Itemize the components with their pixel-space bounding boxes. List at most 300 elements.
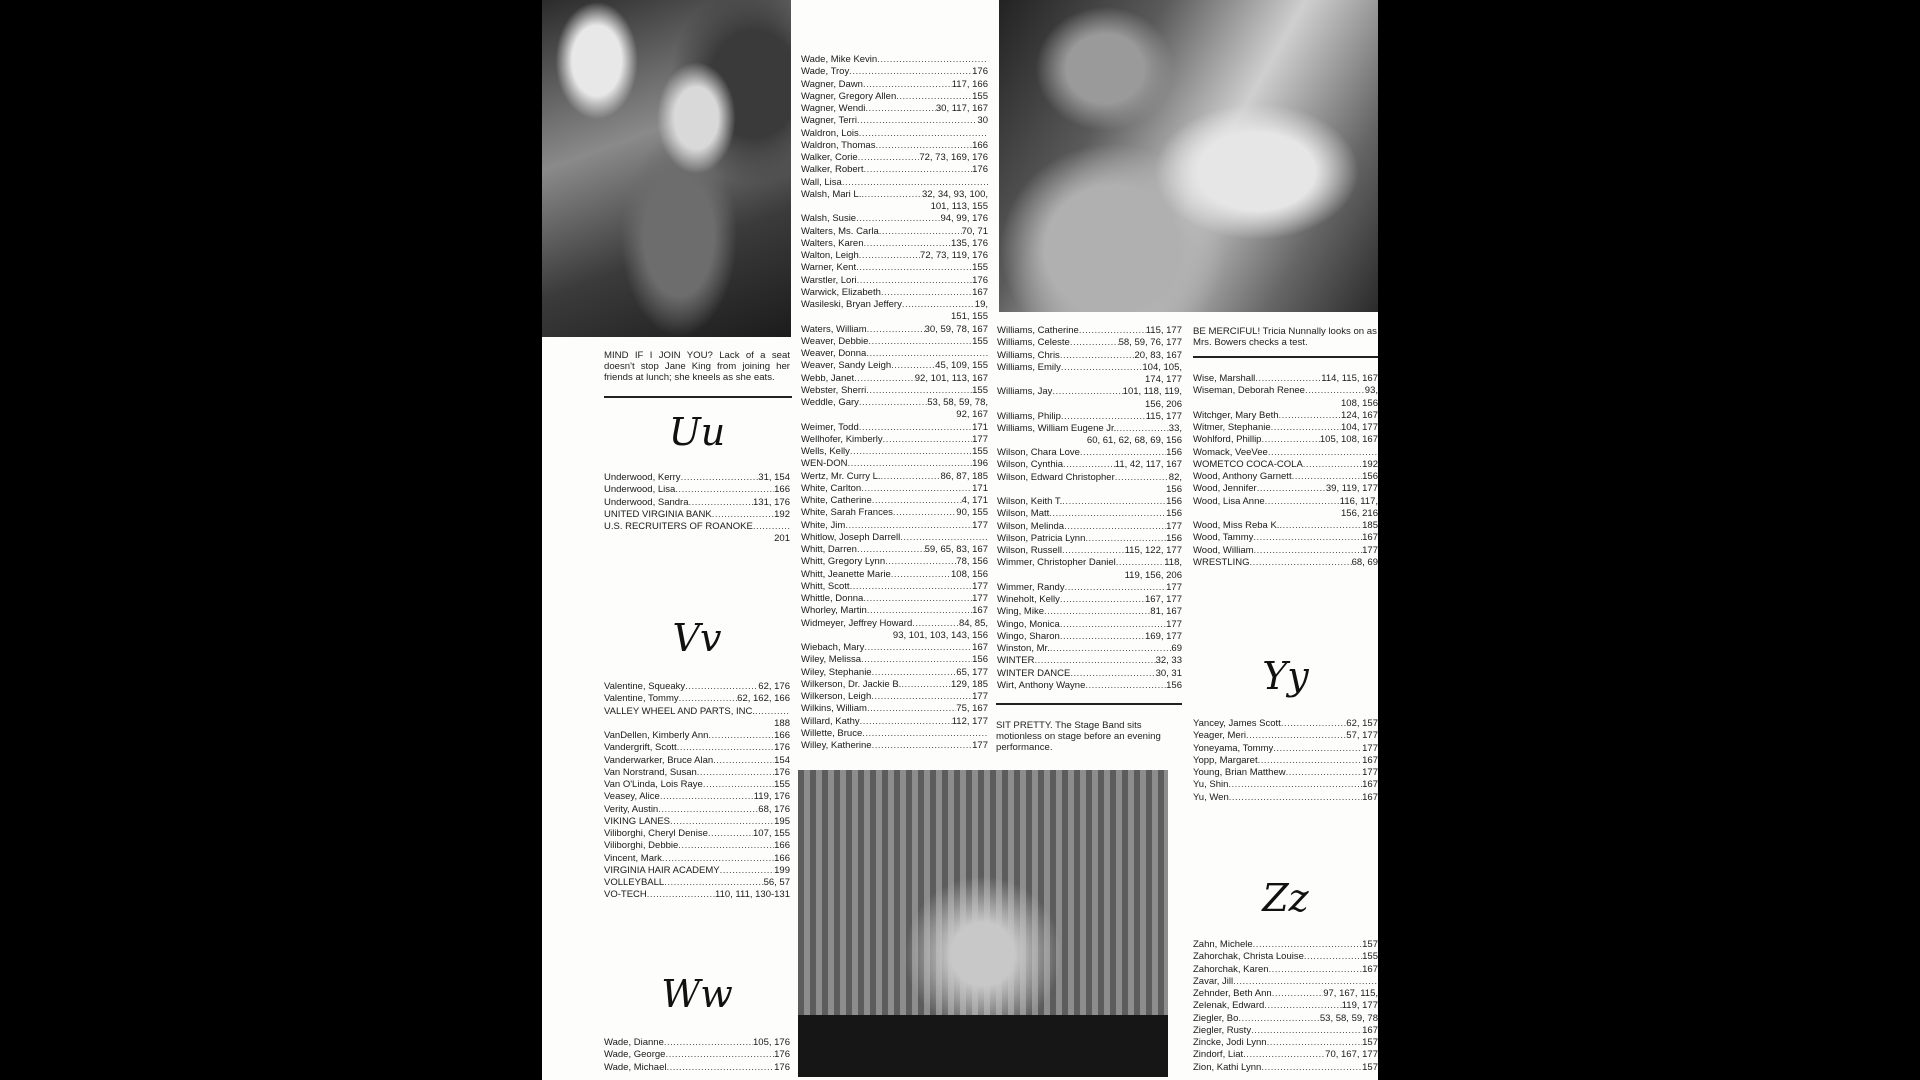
entry-name: Waldron, Thomas <box>801 139 876 151</box>
index-entry <box>1193 385 1378 397</box>
entry-pages: 156 <box>972 654 988 666</box>
entry-name: Yu, Shin <box>1193 779 1229 791</box>
entry-pages: 177 <box>1362 544 1378 556</box>
dot-leader <box>708 828 753 840</box>
dot-leader <box>893 507 956 519</box>
index-entry-continuation <box>997 484 1182 496</box>
entry-pages: 166 <box>774 840 790 852</box>
dot-leader <box>857 275 973 287</box>
entry-pages: 33, <box>1168 423 1182 434</box>
entry-name: Wade, Mike Kevin <box>801 54 878 65</box>
entry-pages: 167 <box>972 605 988 617</box>
letter-heading-y: Yy <box>1262 654 1309 698</box>
index-entry-continuation <box>801 311 988 323</box>
entry-pages: 176 <box>774 1061 790 1073</box>
entry-pages: 156 <box>1166 532 1182 544</box>
entry-name: Webster, Sherri <box>801 384 867 396</box>
dot-leader <box>1251 1025 1362 1037</box>
entry-name: Witchger, Mary Beth <box>1193 409 1279 421</box>
dot-leader <box>866 348 988 360</box>
entry-pages: 68, 69 <box>1351 556 1378 568</box>
index-entry <box>801 605 988 617</box>
index-entry <box>604 804 790 816</box>
entry-pages: 167 <box>1362 791 1378 803</box>
index-entry <box>801 679 988 691</box>
index-list-w-main <box>801 54 988 752</box>
entry-name: Warwick, Elizabeth <box>801 286 881 298</box>
entry-pages: 177 <box>1166 618 1182 630</box>
entry-name: Wilkins, William <box>801 703 867 715</box>
entry-pages: 156, 216 <box>1341 507 1378 519</box>
index-entry <box>604 828 790 840</box>
letter-heading-u: Uu <box>668 410 726 454</box>
dot-leader <box>863 164 972 176</box>
letter-heading-w: Ww <box>661 972 733 1016</box>
entry-name: Wingo, Sharon <box>997 630 1060 642</box>
stage-band-photo <box>798 770 1168 1077</box>
entry-pages: 166 <box>774 730 790 741</box>
dot-leader <box>1229 792 1362 804</box>
index-entry <box>997 655 1182 667</box>
index-entry <box>997 643 1182 655</box>
entry-pages: 45, 109, 155 <box>935 360 988 372</box>
dot-leader <box>681 472 759 484</box>
entry-pages: 176 <box>972 66 988 78</box>
index-entry <box>997 337 1182 349</box>
index-entry <box>801 275 988 287</box>
index-entry <box>1193 520 1378 532</box>
index-list-w-wilson <box>997 447 1182 692</box>
index-entry <box>801 471 988 483</box>
index-entry <box>1193 743 1378 755</box>
index-entry <box>801 458 988 470</box>
entry-name: Whitt, Gregory Lynn <box>801 556 886 568</box>
dot-leader <box>1261 1062 1362 1074</box>
entry-pages: 119, 156, 206 <box>1124 569 1182 581</box>
dot-leader <box>872 495 962 507</box>
entry-name: Weimer, Todd <box>801 421 859 433</box>
entry-pages: 53, 58, 59, 78 <box>1319 1012 1378 1024</box>
entry-name: Warner, Kent <box>801 262 857 274</box>
dot-leader <box>1061 362 1143 374</box>
entry-name: Wood, Tammy <box>1193 532 1254 544</box>
entry-name: Walsh, Mari L. <box>801 188 862 200</box>
index-entry <box>604 706 790 718</box>
entry-name: Wagner, Gregory Allen <box>801 90 897 102</box>
entry-name: Verity, Austin <box>604 803 659 815</box>
index-entry <box>604 509 790 521</box>
dot-leader <box>1268 447 1378 459</box>
entry-name: Yoneyama, Tommy <box>1193 742 1274 754</box>
dot-leader <box>1246 730 1346 742</box>
entry-name: Valentine, Tommy <box>604 693 679 705</box>
entry-pages: 97, 167, 115, <box>1323 988 1378 999</box>
dot-leader <box>1304 951 1362 963</box>
index-entry <box>1193 779 1378 791</box>
index-entry <box>801 618 988 630</box>
entry-name: Vandergrift, Scott <box>604 742 677 754</box>
index-entry <box>1193 1025 1378 1037</box>
entry-name: Van O'Linda, Lois Raye <box>604 779 703 790</box>
entry-pages: 31, 154 <box>758 472 790 483</box>
dot-leader <box>858 152 920 164</box>
index-entry <box>604 840 790 852</box>
index-entry <box>997 533 1182 545</box>
entry-name: WINTER <box>997 655 1035 667</box>
index-entry <box>801 152 988 164</box>
dot-leader <box>902 299 975 311</box>
entry-name: Willette, Bruce <box>801 727 863 739</box>
dot-leader <box>1070 337 1119 349</box>
dot-leader <box>1243 1049 1325 1061</box>
entry-pages: 195 <box>774 815 790 827</box>
dot-leader <box>1062 496 1166 508</box>
index-entry <box>801 593 988 605</box>
index-entry <box>997 631 1182 643</box>
dot-leader <box>912 618 959 630</box>
dot-leader <box>891 569 951 581</box>
dot-leader <box>867 605 972 617</box>
entry-pages: 167 <box>1362 963 1378 975</box>
dot-leader <box>850 446 972 458</box>
entry-pages: 176 <box>774 1049 790 1061</box>
entry-pages: 93, <box>1364 385 1378 397</box>
index-entry <box>801 483 988 495</box>
entry-name: WOMETCO COCA-COLA <box>1193 458 1303 470</box>
dot-leader <box>1254 545 1363 557</box>
dot-leader <box>1267 1037 1363 1049</box>
entry-name: Wade, Michael <box>604 1061 667 1073</box>
entry-pages: 60, 61, 62, 68, 69, 156 <box>1086 435 1182 447</box>
entry-pages: 167 <box>1362 779 1378 791</box>
entry-pages: 176 <box>972 274 988 286</box>
index-list-w-end <box>1193 373 1378 569</box>
entry-pages: 156 <box>1166 496 1182 507</box>
index-entry <box>997 606 1182 618</box>
entry-name: Yopp, Margaret <box>1193 754 1258 766</box>
entry-name: Williams, Emily <box>997 361 1061 373</box>
entry-name: White, Jim <box>801 519 846 531</box>
dot-leader <box>1062 545 1125 557</box>
entry-pages: 72, 73, 169, 176 <box>919 152 988 163</box>
entry-name: White, Carlton <box>801 482 862 494</box>
index-entry <box>997 496 1182 508</box>
entry-pages: 166 <box>774 852 790 864</box>
dot-leader <box>861 189 922 201</box>
entry-pages: 115, 122, 177 <box>1124 545 1182 556</box>
index-entry <box>604 791 790 803</box>
entry-pages: 105, 176 <box>753 1037 790 1048</box>
entry-pages: 20, 83, 167 <box>1134 349 1182 361</box>
dot-leader <box>863 238 951 250</box>
entry-name: VOLLEYBALL <box>604 877 665 888</box>
index-list-u <box>604 472 790 546</box>
entry-name: Ziegler, Rusty <box>1193 1024 1252 1036</box>
dot-leader <box>1034 655 1155 667</box>
index-entry <box>604 742 790 754</box>
dot-leader <box>1249 557 1351 569</box>
dot-leader <box>675 484 774 496</box>
entry-name: Wellhofer, Kimberly <box>801 433 883 445</box>
entry-name: Waters, William <box>801 323 867 335</box>
entry-pages: 30, 59, 78, 167 <box>924 323 988 335</box>
dot-leader <box>1305 385 1365 397</box>
dot-leader <box>713 755 774 767</box>
entry-pages: 156 <box>1166 679 1182 691</box>
index-entry-continuation <box>604 533 790 545</box>
index-entry <box>997 447 1182 459</box>
dot-leader <box>864 642 972 654</box>
entry-name: Walker, Robert <box>801 164 864 176</box>
index-entry <box>801 434 988 446</box>
entry-pages: 114, 115, 167 <box>1321 373 1378 384</box>
entry-pages: 201 <box>774 533 790 545</box>
index-entry <box>801 91 988 103</box>
index-entry <box>604 779 790 791</box>
entry-name: WINTER DANCE <box>997 667 1071 679</box>
entry-pages: 169, 177 <box>1145 630 1182 642</box>
entry-name: Wilson, Melinda <box>997 520 1065 532</box>
entry-name: Webb, Janet <box>801 372 855 384</box>
entry-pages: 81, 167 <box>1150 606 1182 618</box>
entry-pages: 167 <box>972 642 988 653</box>
entry-pages: 110, 111, 130-131 <box>714 889 790 901</box>
entry-pages: 177 <box>1166 520 1182 532</box>
dot-leader <box>689 497 754 509</box>
dot-leader <box>885 556 956 568</box>
dot-leader <box>845 520 972 532</box>
index-entry <box>801 140 988 152</box>
index-entry <box>801 495 988 507</box>
entry-name: Zahorchak, Christa Louise <box>1193 951 1304 963</box>
entry-pages: 156 <box>1362 471 1378 482</box>
dot-leader <box>860 716 952 728</box>
entry-pages: 156 <box>1166 447 1182 458</box>
dot-leader <box>1049 508 1166 520</box>
entry-name: Wilson, Edward Christopher <box>997 471 1115 483</box>
index-entry <box>801 360 988 372</box>
entry-pages: 155 <box>972 335 988 347</box>
index-entry <box>604 877 790 889</box>
index-entry <box>801 348 988 360</box>
dot-leader <box>1253 939 1362 951</box>
entry-pages: 4, 171 <box>961 495 988 506</box>
index-entry-continuation <box>997 435 1182 447</box>
entry-pages: 177 <box>1362 767 1378 778</box>
dot-leader <box>850 581 973 593</box>
entry-name: Underwood, Sandra <box>604 496 689 508</box>
index-entry <box>801 103 988 115</box>
entry-pages: 117, 166 <box>951 78 988 90</box>
dot-leader <box>881 287 972 299</box>
dot-leader <box>842 177 988 189</box>
dot-leader <box>708 730 774 742</box>
dot-leader <box>865 103 935 115</box>
dot-leader <box>861 654 972 666</box>
dot-leader <box>1064 521 1166 533</box>
entry-pages: 115, 177 <box>1145 325 1182 336</box>
index-entry <box>1193 373 1378 385</box>
dot-leader <box>662 853 774 865</box>
index-entry <box>801 667 988 679</box>
entry-pages: 72, 73, 119, 176 <box>920 250 988 261</box>
entry-name: Wood, Jennifer <box>1193 483 1257 495</box>
test-photo <box>999 0 1378 312</box>
entry-name: Vincent, Mark <box>604 852 662 864</box>
entry-name: Zindorf, Liat <box>1193 1049 1244 1061</box>
entry-pages: 167 <box>1362 754 1378 766</box>
index-entry <box>1193 1037 1378 1049</box>
entry-name: WEN-DON <box>801 458 848 470</box>
dot-leader <box>666 1062 774 1074</box>
dot-leader <box>857 115 977 127</box>
entry-pages: 11, 42, 117, 167 <box>1114 459 1182 471</box>
index-entry <box>801 703 988 715</box>
index-entry <box>801 115 988 127</box>
index-entry-continuation <box>801 409 988 421</box>
index-entry <box>1193 496 1378 508</box>
dot-leader <box>1233 976 1378 988</box>
index-entry <box>801 581 988 593</box>
entry-name: Valentine, Squeaky <box>604 681 686 692</box>
entry-name: Ziegler, Bo <box>1193 1012 1239 1024</box>
entry-name: Zavar, Jill <box>1193 975 1234 987</box>
index-entry <box>1193 434 1378 446</box>
entry-name: Wertz, Mr. Curry L. <box>801 470 881 482</box>
entry-pages: 59, 65, 83, 167 <box>924 544 988 555</box>
dot-leader <box>1061 411 1146 423</box>
entry-pages: 30, 31 <box>1155 667 1182 679</box>
entry-pages: 155 <box>972 90 988 102</box>
index-entry <box>1193 557 1378 569</box>
entry-pages: 171 <box>972 421 988 433</box>
band-photo-caption: SIT PRETTY. The Stage Band sits motionless on stage before an evening performance. <box>996 720 1161 753</box>
letter-heading-z: Zz <box>1262 876 1309 920</box>
dot-leader <box>1052 386 1122 398</box>
entry-name: Veasey, Alice <box>604 791 660 803</box>
dot-leader <box>857 544 925 556</box>
entry-name: Walker, Corie <box>801 152 858 163</box>
index-entry <box>801 164 988 176</box>
entry-name: Weaver, Debbie <box>801 335 869 347</box>
index-entry <box>1193 792 1378 804</box>
entry-name: Wagner, Terri <box>801 115 857 127</box>
entry-name: Wade, Troy <box>801 66 850 78</box>
dot-leader <box>881 471 941 483</box>
entry-name: Wood, Anthony Garnett <box>1193 471 1292 482</box>
entry-pages: 167 <box>1362 1024 1378 1036</box>
dot-leader <box>1050 643 1172 655</box>
index-entry <box>604 681 790 693</box>
index-entry <box>801 66 988 78</box>
entry-pages: 155 <box>1362 951 1378 963</box>
entry-name: Van Norstrand, Susan <box>604 766 697 778</box>
index-entry-continuation <box>1193 508 1378 520</box>
entry-pages: 68, 176 <box>758 803 790 815</box>
entry-pages: 94, 99, 176 <box>940 213 988 225</box>
entry-name: Wood, Lisa Anne <box>1193 495 1265 507</box>
entry-name: Whorley, Martin <box>801 605 867 617</box>
entry-name: Wilson, Patricia Lynn <box>997 532 1086 544</box>
index-entry <box>801 324 988 336</box>
dot-leader <box>1272 988 1324 1000</box>
entry-name: Wiley, Melissa <box>801 654 861 666</box>
index-entry <box>801 544 988 556</box>
entry-pages: 92, 101, 113, 167 <box>914 372 988 384</box>
entry-pages: 177 <box>972 580 988 592</box>
entry-pages: 84, 85, <box>958 617 988 629</box>
index-entry <box>801 373 988 385</box>
entry-pages: 124, 167 <box>1341 409 1378 421</box>
entry-name: Walsh, Susie <box>801 213 857 225</box>
dot-leader <box>664 877 763 889</box>
entry-name: Walters, Karen <box>801 237 864 249</box>
entry-pages: 192 <box>774 508 790 520</box>
entry-pages: 174, 177 <box>1145 374 1182 385</box>
index-entry <box>997 472 1182 484</box>
index-entry <box>801 385 988 397</box>
entry-name: Winston, Mr. <box>997 643 1050 654</box>
entry-pages: 192 <box>1362 458 1378 470</box>
entry-name: Widmeyer, Jeffrey Howard <box>801 617 913 629</box>
dot-leader <box>720 865 775 877</box>
index-entry <box>801 728 988 740</box>
dot-leader <box>1279 520 1362 532</box>
dot-leader <box>677 742 774 754</box>
dot-leader <box>1261 434 1319 446</box>
yearbook-index-page <box>542 0 1378 1080</box>
dot-leader <box>1060 594 1145 606</box>
dot-leader <box>665 1049 774 1061</box>
index-entry <box>604 816 790 828</box>
dot-leader <box>1079 325 1146 337</box>
index-entry <box>604 521 790 533</box>
entry-name: Wilson, Cynthia <box>997 459 1063 471</box>
entry-name: VO-TECH <box>604 889 647 901</box>
index-entry <box>604 730 790 742</box>
entry-pages: 176 <box>774 742 790 754</box>
entry-pages: 119, 177 <box>1341 1000 1378 1012</box>
divider-rule <box>604 396 792 398</box>
entry-name: Viliborghi, Cheryl Denise <box>604 828 708 839</box>
entry-name: Williams, Philip <box>997 410 1061 422</box>
dot-leader <box>877 54 988 66</box>
dot-leader <box>703 779 774 791</box>
index-entry <box>604 484 790 496</box>
entry-name: Wade, George <box>604 1049 666 1061</box>
entry-pages: 57, 177 <box>1346 730 1378 742</box>
dot-leader <box>891 360 935 372</box>
entry-name: VIKING LANES <box>604 815 670 827</box>
entry-name: Witmer, Stephanie <box>1193 422 1271 433</box>
index-entry <box>801 262 988 274</box>
dot-leader <box>867 703 956 715</box>
divider-rule <box>1193 356 1378 358</box>
entry-pages: 53, 58, 59, 78, <box>927 397 988 408</box>
entry-name: WRESTLING <box>1193 556 1250 568</box>
entry-name: Underwood, Lisa <box>604 484 676 496</box>
index-entry <box>604 1049 790 1061</box>
index-entry <box>1193 1013 1378 1025</box>
dot-leader <box>849 66 972 78</box>
dot-leader <box>1303 459 1362 471</box>
entry-name: Wimmer, Randy <box>997 581 1065 593</box>
dot-leader <box>1115 472 1169 484</box>
index-entry <box>801 520 988 532</box>
entry-pages: 69 <box>1171 643 1182 654</box>
entry-pages: 104, 105, <box>1142 361 1182 373</box>
entry-pages: 155 <box>972 384 988 396</box>
